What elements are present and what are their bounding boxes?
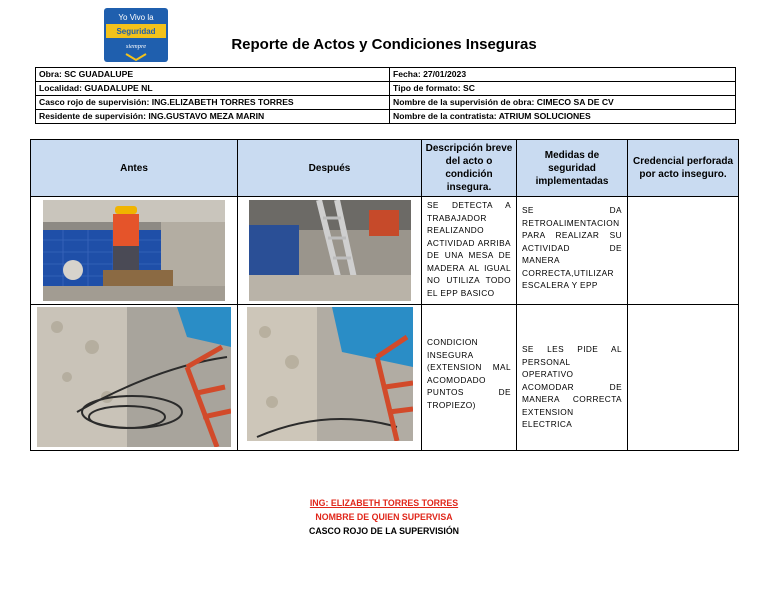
header-despues: Después (238, 140, 422, 197)
supervisor-role: NOMBRE DE QUIEN SUPERVISA (315, 512, 453, 522)
antes-photo-worker-on-table (43, 200, 225, 301)
descripcion-text: CONDICION INSEGURA (EXTENSION MAL ACOMODADO PUNTOS DE TROPIEZO) (427, 337, 511, 410)
project-info-table (35, 67, 736, 124)
supervisor-caption: CASCO ROJO DE LA SUPERVISIÓN (308, 526, 460, 536)
svg-text:Seguridad: Seguridad (116, 27, 156, 36)
tipo-formato-cell: Tipo de formato: SC (390, 82, 736, 96)
header-descripcion: Descripción breve del acto o condición insegura. (422, 140, 517, 197)
yo-vivo-la-seguridad-logo (104, 8, 168, 62)
medidas-cell (517, 305, 628, 451)
header-credencial: Credencial perforada por acto inseguro. (628, 140, 739, 197)
acts-conditions-table (30, 139, 739, 451)
medidas-text: SE DA RETROALIMENTACION PARA REALIZAR SU ACTIVIDAD DE MANERA CORRECTA,UTILIZAR ESCALERA Y EPP (522, 205, 622, 290)
medidas-cell (517, 197, 628, 305)
supervisor-name: ING: ELIZABETH TORRES TORRES (309, 498, 459, 508)
despues-photo-cell (238, 305, 422, 451)
fecha-cell: Fecha: 27/01/2023 (390, 68, 736, 82)
svg-text:siempre: siempre (125, 43, 147, 50)
credencial-cell (628, 305, 739, 451)
antes-photo-cell (31, 305, 238, 451)
table-row (31, 305, 739, 451)
antes-photo-extension-cable (37, 307, 231, 447)
table-row (31, 197, 739, 305)
supervision-cell: Nombre de la supervisión de obra: CIMECO SA DE CV (390, 96, 736, 110)
localidad-cell: Localidad: GUADALUPE NL (36, 82, 390, 96)
descripcion-cell (422, 197, 517, 305)
casco-rojo-cell: Casco rojo de supervisión: ING.ELIZABETH TORRES TORRES (36, 96, 390, 110)
report-title: Reporte de Actos y Condiciones Inseguras (231, 36, 537, 53)
despues-photo-ladder (249, 200, 411, 301)
header-medidas: Medidas de seguridad implementadas (517, 140, 628, 197)
credencial-cell (628, 197, 739, 305)
svg-text:Yo Vivo la: Yo Vivo la (118, 13, 154, 22)
descripcion-text: SE DETECTA A TRABAJADOR REALIZANDO ACTIVIDAD ARRIBA DE UNA MESA DE MADERA AL IGUAL NO UTILIZA TODO EL EPP BASICO (427, 200, 511, 298)
residente-cell: Residente de supervisión: ING.GUSTAVO MEZA MARIN (36, 110, 390, 124)
medidas-text: SE LES PIDE AL PERSONAL OPERATIVO ACOMODAR DE MANERA CORRECTA EXTENSION ELECTRICA (522, 344, 622, 429)
descripcion-cell (422, 305, 517, 451)
contratista-cell: Nombre de la contratista: ATRIUM SOLUCIONES (390, 110, 736, 124)
despues-photo-cell (238, 197, 422, 305)
despues-photo-extension-organized (247, 307, 413, 441)
header-antes: Antes (31, 140, 238, 197)
obra-cell: Obra: SC GUADALUPE (36, 68, 390, 82)
antes-photo-cell (31, 197, 238, 305)
